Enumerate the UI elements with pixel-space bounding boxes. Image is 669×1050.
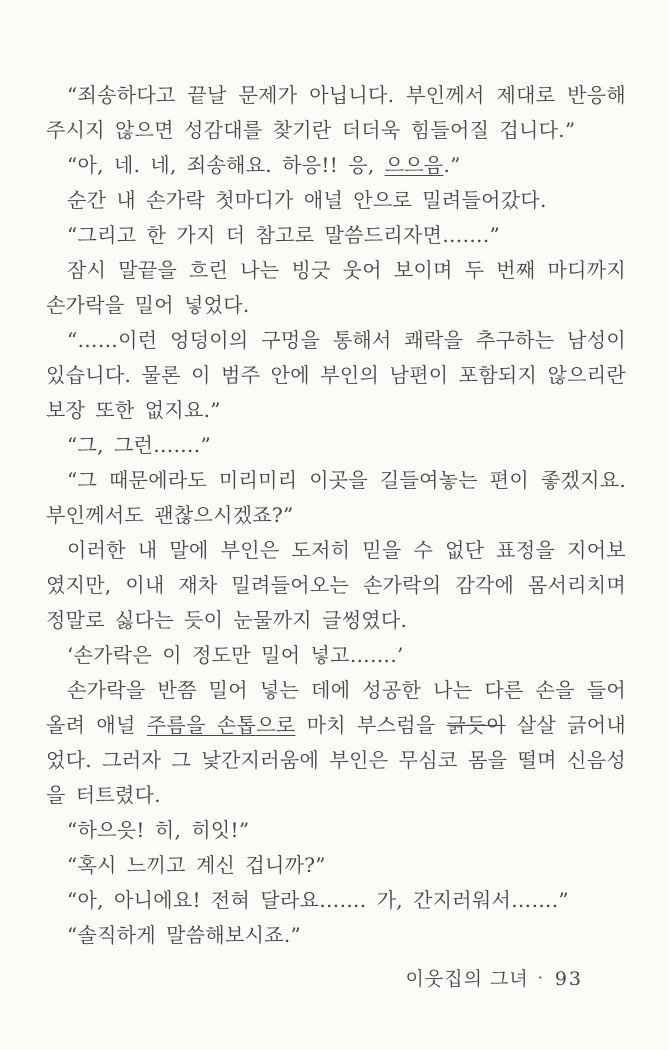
paragraph-14 <box>46 883 626 918</box>
text-segment: “그, 그런…….” <box>67 433 211 457</box>
page-number: 93 <box>554 968 583 990</box>
text-segment: “하으읏! 히, 히잇!” <box>67 818 250 842</box>
emphasized-text: 긁듯이 <box>446 713 506 737</box>
paragraph-4 <box>46 218 626 253</box>
footer-separator-dot: · <box>537 968 544 987</box>
text-segment: 손가락을 반쯤 밀어 넣는 데에 성공한 나는 다른 손을 들어 올려 애널 <box>46 678 626 737</box>
paragraph-9 <box>46 533 626 638</box>
text-segment: “……이런 엉덩이의 구멍을 통해서 쾌락을 추구하는 남성이 있습니다. 물론 이 범주 안에 부인의 남편이 포함되지 않으리란 보장 또한 없지요.” <box>46 328 626 422</box>
text-segment: 잠시 말끝을 흐린 나는 빙긋 웃어 보이며 두 번째 마디까지 손가락을 밀어 넣었다. <box>46 258 626 317</box>
emphasized-text: 주름을 손톱으로 <box>146 713 296 737</box>
text-segment: ‘손가락은 이 정도만 밀어 넣고…….’ <box>67 643 404 667</box>
text-segment: .” <box>443 153 461 177</box>
book-title: 이웃집의 그녀 <box>405 968 529 990</box>
paragraph-13 <box>46 848 626 883</box>
paragraph-2 <box>46 148 626 183</box>
text-segment: 이러한 내 말에 부인은 도저히 믿을 수 없단 표정을 지어보였지만, 이내 재차 밀려들어오는 손가락의 감각에 몸서리치며 정말로 싫다는 듯이 눈물까지 글썽였다. <box>46 538 626 632</box>
text-segment: 살살 긁어내었다. 그러자 그 낯간지러움에 부인은 무심코 몸을 떨며 신음성을 터트렸다. <box>46 713 627 807</box>
text-segment: “솔직하게 말씀해보시죠.” <box>67 923 302 947</box>
text-segment: “혹시 느끼고 계신 겁니까?” <box>67 853 326 877</box>
paragraph-1 <box>46 78 626 148</box>
paragraph-11 <box>46 673 626 813</box>
text-block <box>46 78 626 953</box>
page-footer <box>406 966 583 993</box>
text-segment: 마치 부스럼을 <box>295 713 447 737</box>
paragraph-15 <box>46 918 626 953</box>
paragraph-6 <box>46 323 626 428</box>
paragraph-12 <box>46 813 626 848</box>
emphasized-text: 으으음 <box>384 153 444 177</box>
text-segment: “아, 네. 네, 죄송해요. 하응!! 응, <box>67 153 385 177</box>
text-segment: “죄송하다고 끝날 문제가 아닙니다. 부인께서 제대로 반응해 주시지 않으면 성감대를 찾기란 더더욱 힘들어질 겁니다.” <box>46 83 626 142</box>
text-segment: “그 때문에라도 미리미리 이곳을 길들여놓는 편이 좋겠지요. 부인께서도 괜찮으시겠죠?” <box>46 468 626 527</box>
paragraph-3 <box>46 183 626 218</box>
text-segment: “아, 아니에요! 전혀 달라요……. 가, 간지러워서…….” <box>67 888 569 912</box>
paragraph-5 <box>46 253 626 323</box>
text-segment: 순간 내 손가락 첫마디가 애널 안으로 밀려들어갔다. <box>67 188 547 212</box>
text-segment: “그리고 한 가지 더 참고로 말씀드리자면…….” <box>67 223 501 247</box>
paragraph-7 <box>46 428 626 463</box>
paragraph-10 <box>46 638 626 673</box>
paragraph-8 <box>46 463 626 533</box>
